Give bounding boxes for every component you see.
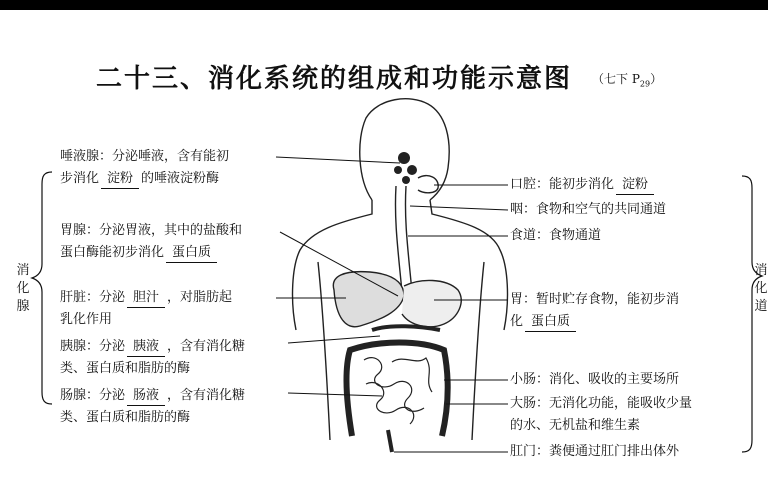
blank-salivary: 淀粉 bbox=[101, 170, 139, 189]
label-salivary-gland: 唾液腺：分泌唾液，含有能初 步消化 淀粉 的唾液淀粉酶 bbox=[60, 146, 229, 190]
small-intestine bbox=[364, 358, 432, 424]
rectum bbox=[388, 430, 392, 452]
pancreas bbox=[372, 326, 440, 330]
label-anus: 肛门：粪便通过肛门排出体外 bbox=[510, 444, 680, 459]
blank-intestinal: 肠液 bbox=[127, 387, 165, 406]
blank-liver: 胆汁 bbox=[127, 289, 165, 308]
label-mouth: 口腔：能初步消化 淀粉 bbox=[510, 174, 656, 196]
page-title: 二十三、消化系统的组成和功能示意图 bbox=[96, 64, 573, 94]
stomach bbox=[402, 280, 461, 326]
blank-mouth: 淀粉 bbox=[616, 176, 654, 195]
large-intestine bbox=[346, 343, 447, 437]
blank-gastric: 蛋白质 bbox=[166, 244, 217, 263]
blank-stomach: 蛋白质 bbox=[525, 313, 576, 332]
salivary-glands bbox=[394, 152, 417, 184]
label-gastric-gland: 胃腺：分泌胃液，其中的盐酸和 蛋白酶能初步消化 蛋白质 bbox=[60, 220, 242, 264]
label-pharynx: 咽：食物和空气的共同通道 bbox=[510, 202, 667, 217]
label-esophagus: 食道：食物通道 bbox=[510, 228, 602, 243]
left-brace bbox=[32, 172, 52, 404]
digestive-tract-group-label: 消化道 bbox=[754, 263, 768, 314]
label-large-intestine: 大肠：无消化功能，能吸收少量 的水、无机盐和维生素 bbox=[510, 396, 693, 433]
label-pancreas: 胰腺：分泌 胰液 ，含有消化糖 类、蛋白质和脂肪的酶 bbox=[60, 339, 246, 376]
label-liver: 肝脏：分泌 胆汁 ，对脂肪起 乳化作用 bbox=[60, 290, 233, 327]
label-small-intestine: 小肠：消化、吸收的主要场所 bbox=[510, 372, 680, 387]
label-stomach: 胃：暂时贮存食物，能初步消 化 蛋白质 bbox=[510, 289, 679, 333]
page-reference: （七下 $P_{29}$） bbox=[592, 72, 663, 89]
digestive-glands-group-label: 消化腺 bbox=[16, 263, 30, 314]
mouth-cavity bbox=[418, 176, 438, 193]
label-intestinal-gland: 肠腺：分泌 肠液 ，含有消化糖 类、蛋白质和脂肪的酶 bbox=[60, 388, 246, 425]
esophagus bbox=[395, 186, 402, 292]
blank-pancreas: 胰液 bbox=[127, 338, 165, 357]
